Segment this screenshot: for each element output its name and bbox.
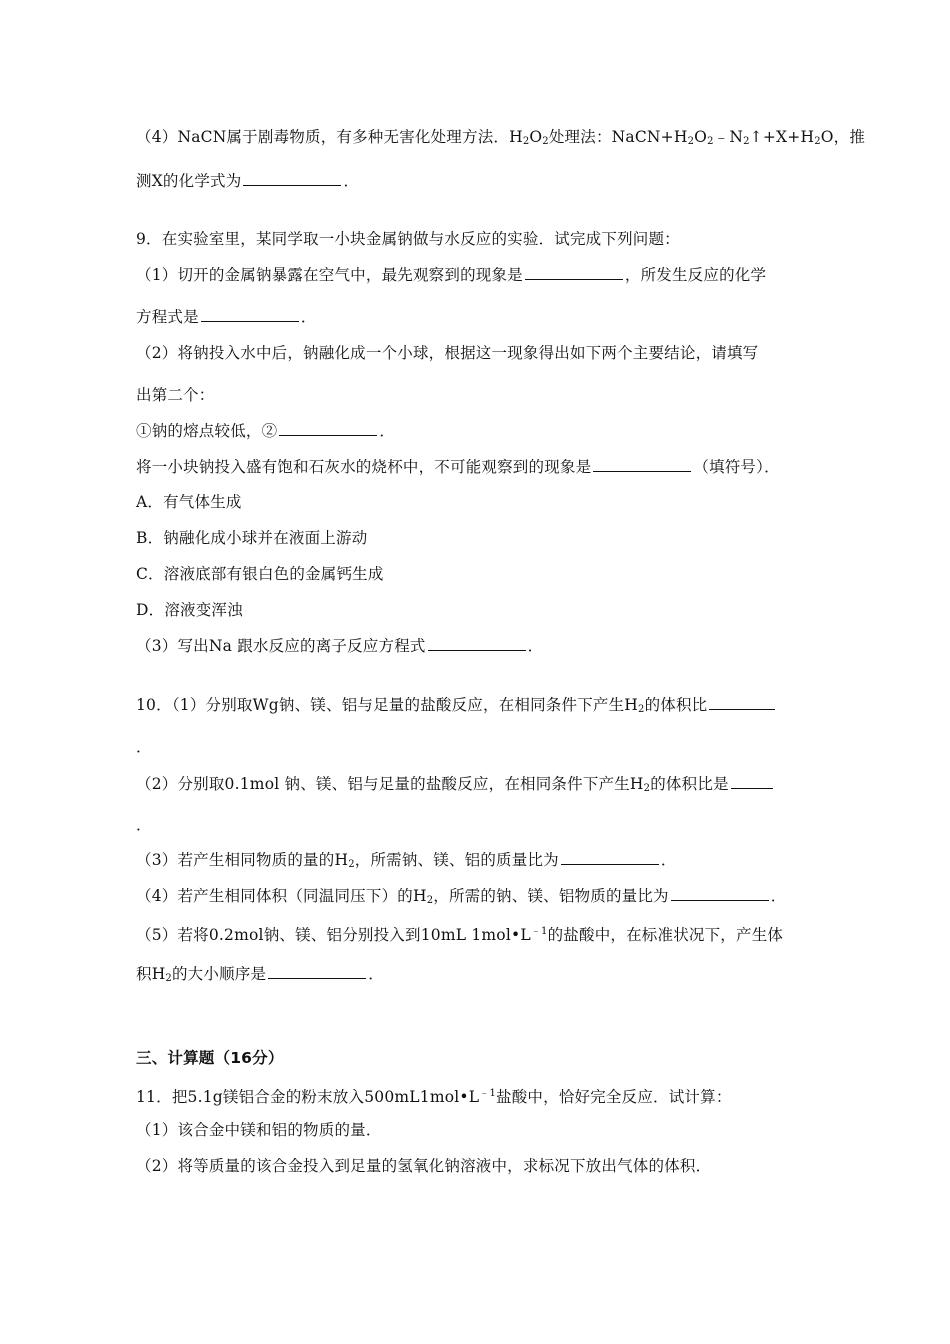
q9-stem: 9．在实验室里，某同学取一小块金属钠做与水反应的实验．试完成下列问题： bbox=[136, 230, 680, 248]
answer-blank[interactable] bbox=[243, 171, 341, 186]
answer-blank[interactable] bbox=[279, 421, 377, 436]
q10-part1-line2: ． bbox=[136, 738, 152, 756]
q10-part2-line1: （2）分别取0.1mol 钠、镁、铝与足量的盐酸反应，在相同条件下产生$H_2$的体积比是 bbox=[136, 773, 826, 800]
answer-blank[interactable] bbox=[731, 774, 773, 789]
q9-part2-line1: （2）将钠投入水中后，钠融化成一个小球，根据这一现象得出如下两个主要结论，请填写 bbox=[136, 344, 759, 362]
answer-blank[interactable] bbox=[593, 457, 691, 472]
q9-option-d: D．溶液变浑浊 bbox=[136, 601, 243, 619]
answer-blank[interactable] bbox=[671, 886, 769, 901]
q11-part1: （1）该合金中镁和铝的物质的量． bbox=[136, 1121, 382, 1139]
q9-option-c: C．溶液底部有银白色的金属钙生成 bbox=[136, 565, 384, 583]
q9-part2-line2: 出第二个： bbox=[136, 386, 215, 404]
answer-blank[interactable] bbox=[561, 850, 659, 865]
q9-part2-line3: ①钠的熔点较低，② ． bbox=[136, 422, 396, 440]
q11-part2: （2）将等质量的该合金投入到足量的氢氧化钠溶液中，求标况下放出气体的体积． bbox=[136, 1157, 712, 1175]
q9-part2-line4: 将一小块钠投入盛有饱和石灰水的烧杯中，不可能观察到的现象是 （填符号）． bbox=[136, 458, 780, 476]
q11-stem: 11．把5.1g镁铝合金的粉末放入$500mL1mol•L^{﹣1}$盐酸中，恰好完全反应．试计算： bbox=[136, 1088, 732, 1106]
answer-blank[interactable] bbox=[428, 636, 526, 651]
q10-part4: （4）若产生相同体积（同温同压下）的$H_2$，所需的钠、镁、铝物质的量比为 ． bbox=[136, 887, 787, 906]
answer-blank[interactable] bbox=[525, 265, 623, 280]
answer-blank[interactable] bbox=[268, 964, 366, 979]
q10-part5-line1: （5）若将0.2mol钠、镁、铝分别投入到10mL $1mol•L^{﹣1}$的盐酸中，在标准状况下，产生体 bbox=[136, 926, 784, 944]
q10-part5-line2: 积$H_2$的大小顺序是 ． bbox=[136, 965, 384, 984]
q10-part1-line1: 10．（1）分别取Wg钠、镁、铝与足量的盐酸反应，在相同条件下产生$H_2$的体积比 bbox=[136, 694, 826, 721]
q10-part2-line2: ． bbox=[136, 816, 152, 834]
q8-part4-line1: （4）NaCN属于剧毒物质，有多种无害化处理方法．$H_2O_2$处理法：$NaCN+H_2O_2﹣N_2↑+X+H_2O$，推 bbox=[136, 128, 866, 147]
section-heading: 三、计算题（16分） bbox=[136, 1049, 284, 1067]
q9-option-b: B．钠融化成小球并在液面上游动 bbox=[136, 529, 368, 547]
q9-option-a: A．有气体生成 bbox=[136, 493, 242, 511]
q9-part3: （3）写出Na 跟水反应的离子反应方程式 ． bbox=[136, 637, 544, 655]
q9-part1-line2: 方程式是 ． bbox=[136, 308, 317, 326]
q10-part3: （3）若产生相同物质的量的$H_2$，所需钠、镁、铝的质量比为 ． bbox=[136, 851, 677, 870]
answer-blank[interactable] bbox=[709, 695, 775, 710]
q9-part1-line1: （1）切开的金属钠暴露在空气中，最先观察到的现象是 ，所发生反应的化学 bbox=[136, 266, 767, 284]
answer-blank[interactable] bbox=[201, 307, 299, 322]
q8-part4-line2: 测X的化学式为 ． bbox=[136, 172, 360, 190]
